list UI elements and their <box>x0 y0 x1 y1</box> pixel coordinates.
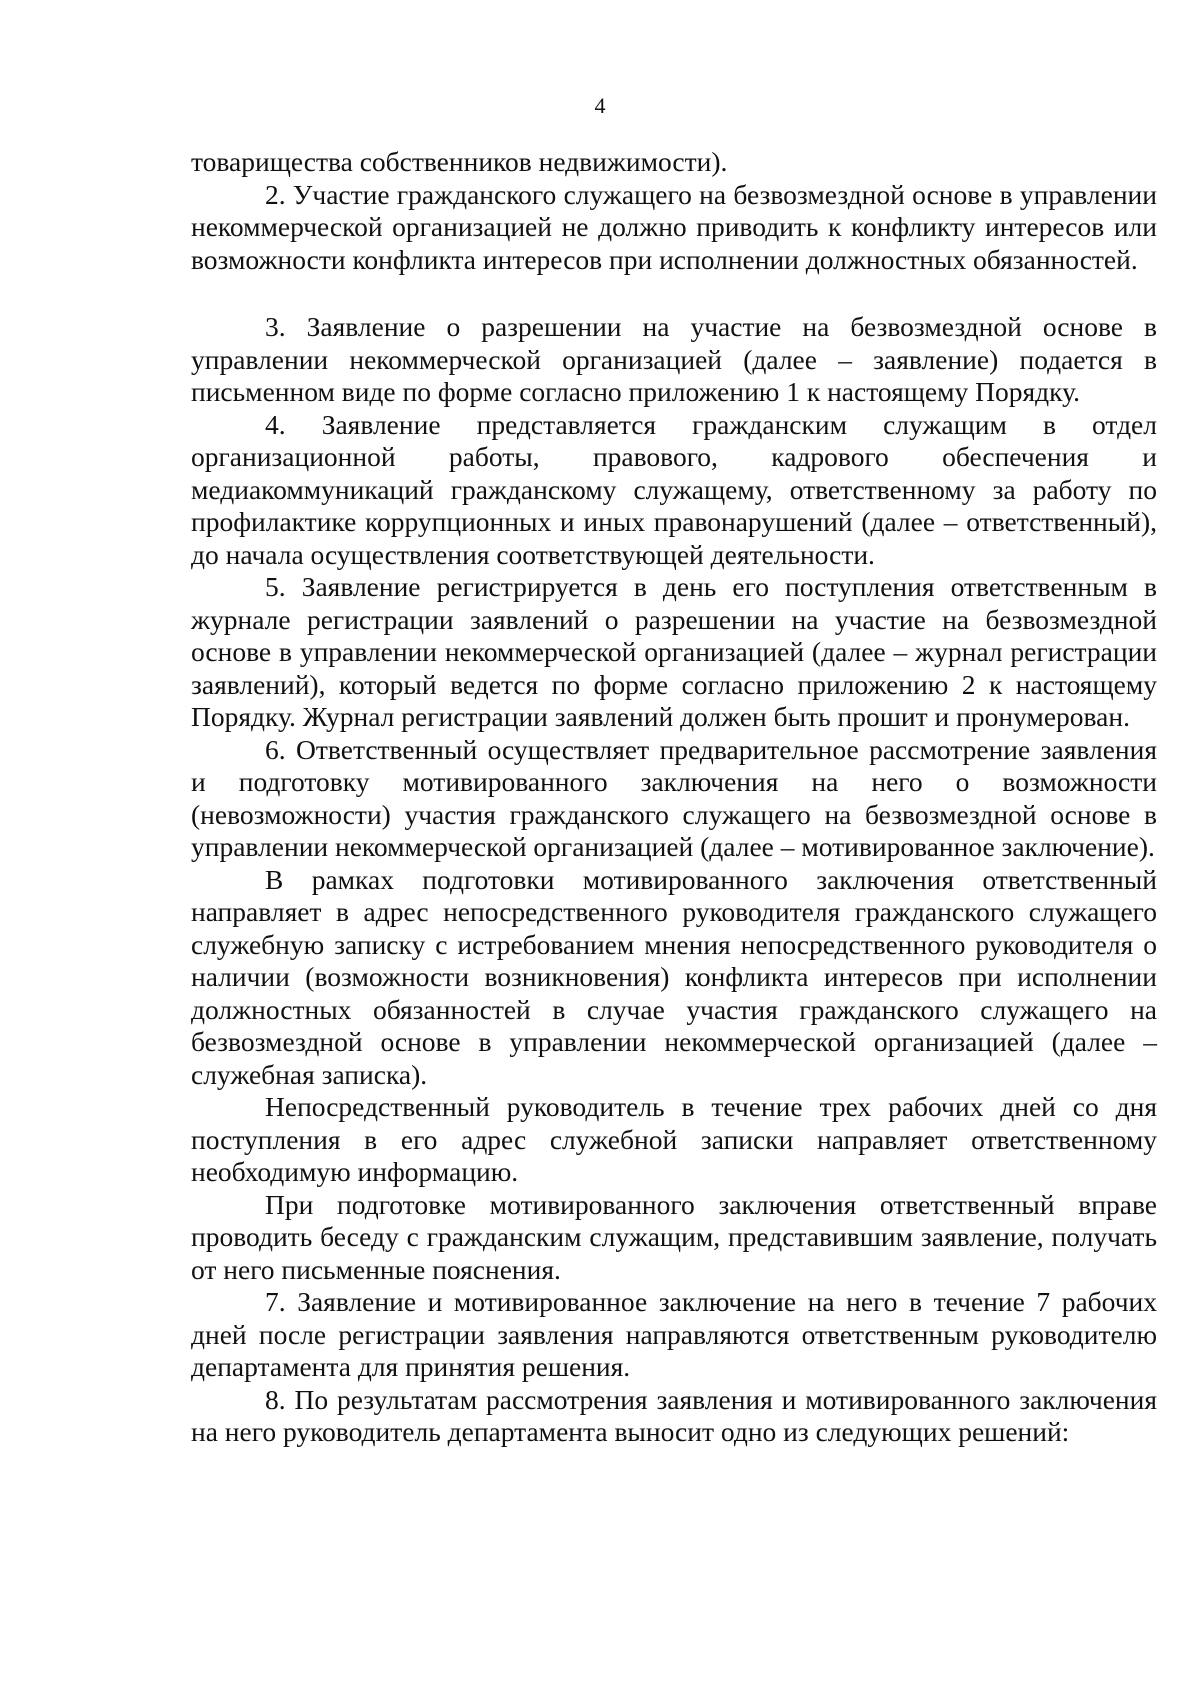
paragraph-continuation: товарищества собственников недвижимости). <box>191 146 728 177</box>
paragraph-item-2: 2. Участие гражданского служащего на безвозмездной основе в управлении некоммерческой организацией не должно приводить к конфликту интересов или возможности конфликта интересов при исполнении должностных обязанностей. <box>191 178 1157 275</box>
paragraph-item-6-memo: В рамках подготовки мотивированного заключения ответственный направляет в адрес непосредственного руководителя гражданского служащего служебную записку с истребованием мнения непосредственного руководителя о наличии (возможности возникновения) конфликта интересов при исполнении должностных обязанностей в случае участия гражданского служащего на безвозмездной основе в управлении некоммерческой организацией (далее – служебная записка). <box>191 863 1157 1090</box>
document-body <box>191 146 1157 1449</box>
paragraph-item-6: 6. Ответственный осуществляет предварительное рассмотрение заявления и подготовку мотивированного заключения на него о возможности (невозможности) участия гражданского служащего на безвозмездной основе в управлении некоммерческой организацией (далее – мотивированное заключение). <box>191 733 1157 862</box>
paragraph-item-6-interview: При подготовке мотивированного заключения ответственный вправе проводить беседу с гражданским служащим, представившим заявление, получать от него письменные пояснения. <box>191 1188 1157 1285</box>
paragraph-item-6-supervisor: Непосредственный руководитель в течение трех рабочих дней со дня поступления в его адрес служебной записки направляет ответственному необходимую информацию. <box>191 1091 1157 1187</box>
paragraph-item-4: 4. Заявление представляется гражданским служащим в отдел организационной работы, правового, кадрового обеспечения и медиакоммуникаций гражданскому служащему, ответственному за работу по профилактике коррупционных и иных правонарушений (далее – ответственный), до начала осуществления соответствующей деятельности. <box>191 408 1157 570</box>
paragraph-item-7: 7. Заявление и мотивированное заключение на него в течение 7 рабочих дней после регистрации заявления направляются ответственным руководителю департамента для принятия решения. <box>191 1286 1157 1382</box>
page-number: 4 <box>594 93 606 118</box>
paragraph-item-5: 5. Заявление регистрируется в день его поступления ответственным в журнале регистрации заявлений о разрешении на участие на безвозмездной основе в управлении некоммерческой организацией (далее – журнал регистрации заявлений), который ведется по форме согласно приложению 2 к настоящему Порядку. Журнал регистрации заявлений должен быть прошит и пронумерован. <box>191 571 1157 732</box>
paragraph-item-8: 8. По результатам рассмотрения заявления и мотивированного заключения на него руководитель департамента выносит одно из следующих решений: <box>191 1383 1157 1447</box>
paragraph-item-3: 3. Заявление о разрешении на участие на безвозмездной основе в управлении некоммерческой организацией (далее – заявление) подается в письменном виде по форме согласно приложению 1 к настоящему Порядку. <box>191 311 1157 407</box>
